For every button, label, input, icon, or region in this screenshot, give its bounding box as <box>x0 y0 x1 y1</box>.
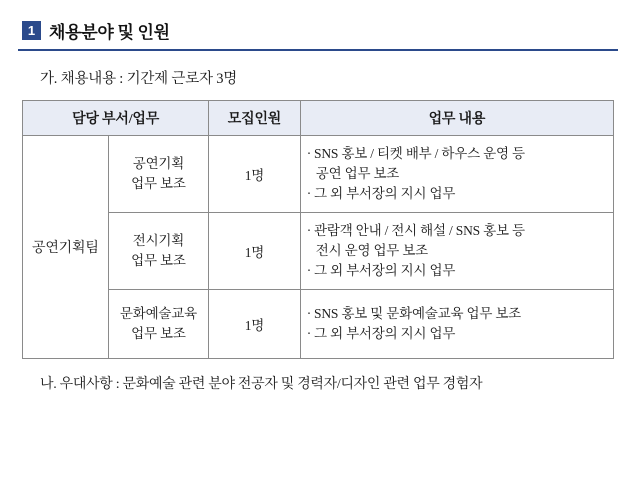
bullet-dot: · <box>306 222 312 238</box>
duty-text: 그 외 부서장의 지시 업무 <box>314 326 456 341</box>
duty-line <box>307 324 607 344</box>
duty-title-line2: 업무 보조 <box>131 253 186 268</box>
table-row <box>23 136 614 213</box>
duty-title-line1: 전시기획 <box>132 233 185 249</box>
bullet-dot: · <box>306 326 312 341</box>
heading-divider <box>18 49 618 51</box>
duty-text: SNS 홍보 / 티켓 배부 / 하우스 운영 등 <box>314 145 525 161</box>
duty-title-line1: 문화예술교육 <box>119 306 197 322</box>
duty-line <box>307 144 607 164</box>
duty-line <box>307 184 607 204</box>
duty-title-line2: 업무 보조 <box>131 176 186 191</box>
duty-text: 그 외 부서장의 지시 업무 <box>314 186 456 202</box>
bullet-dot: · <box>306 145 312 161</box>
cell-duty-description <box>300 213 613 290</box>
duty-text: SNS 홍보 및 문화예술교육 업무 보조 <box>314 305 522 321</box>
duty-title-line1: 공연기획 <box>132 156 185 172</box>
document-page <box>0 18 636 481</box>
table-row <box>23 213 614 290</box>
note-preferred-qualifications: 나. 우대사항 : 문화예술 관련 분야 전공자 및 경력자/디자인 관련 업무 경험자 <box>40 377 483 392</box>
duty-line <box>307 304 607 324</box>
cell-duty-description <box>300 136 613 213</box>
column-header-duties: 업무 내용 <box>300 101 613 136</box>
cell-team-name: 공연기획팀 <box>23 136 109 359</box>
cell-duty-title <box>108 290 208 359</box>
cell-duty-title <box>108 136 208 213</box>
bullet-dot: · <box>306 305 312 321</box>
recruitment-table <box>22 100 614 359</box>
section-heading <box>22 18 636 43</box>
cell-count: 1명 <box>209 213 301 290</box>
cell-duty-title <box>108 213 208 290</box>
recruitment-table-container <box>22 100 614 359</box>
table-row <box>23 290 614 359</box>
cell-count: 1명 <box>209 136 301 213</box>
sub-item-recruitment-details: 가. 채용내용 : 기간제 근로자 3명 <box>40 71 238 87</box>
duty-title-line2: 업무 보조 <box>131 326 186 341</box>
cell-duty-description <box>300 290 613 359</box>
duty-line-cont <box>307 241 607 261</box>
cell-count: 1명 <box>209 290 301 359</box>
duty-text: 그 외 부서장의 지시 업무 <box>314 263 456 279</box>
duty-line <box>307 221 607 241</box>
section-number-badge: 1 <box>22 21 41 40</box>
column-header-department: 담당 부서/업무 <box>23 101 209 136</box>
duty-line-cont <box>307 164 607 184</box>
duty-text-cont: 공연 업무 보조 <box>315 165 400 181</box>
column-header-count: 모집인원 <box>209 101 301 136</box>
bullet-dot: · <box>306 263 312 279</box>
table-header-row <box>23 101 614 136</box>
duty-text-cont: 전시 운영 업무 보조 <box>315 242 429 258</box>
duty-line <box>307 261 607 281</box>
duty-text: 관람객 안내 / 전시 해설 / SNS 홍보 등 <box>314 222 525 238</box>
bullet-dot: · <box>306 186 312 202</box>
page-title: 채용분야 및 인원 <box>49 23 170 42</box>
